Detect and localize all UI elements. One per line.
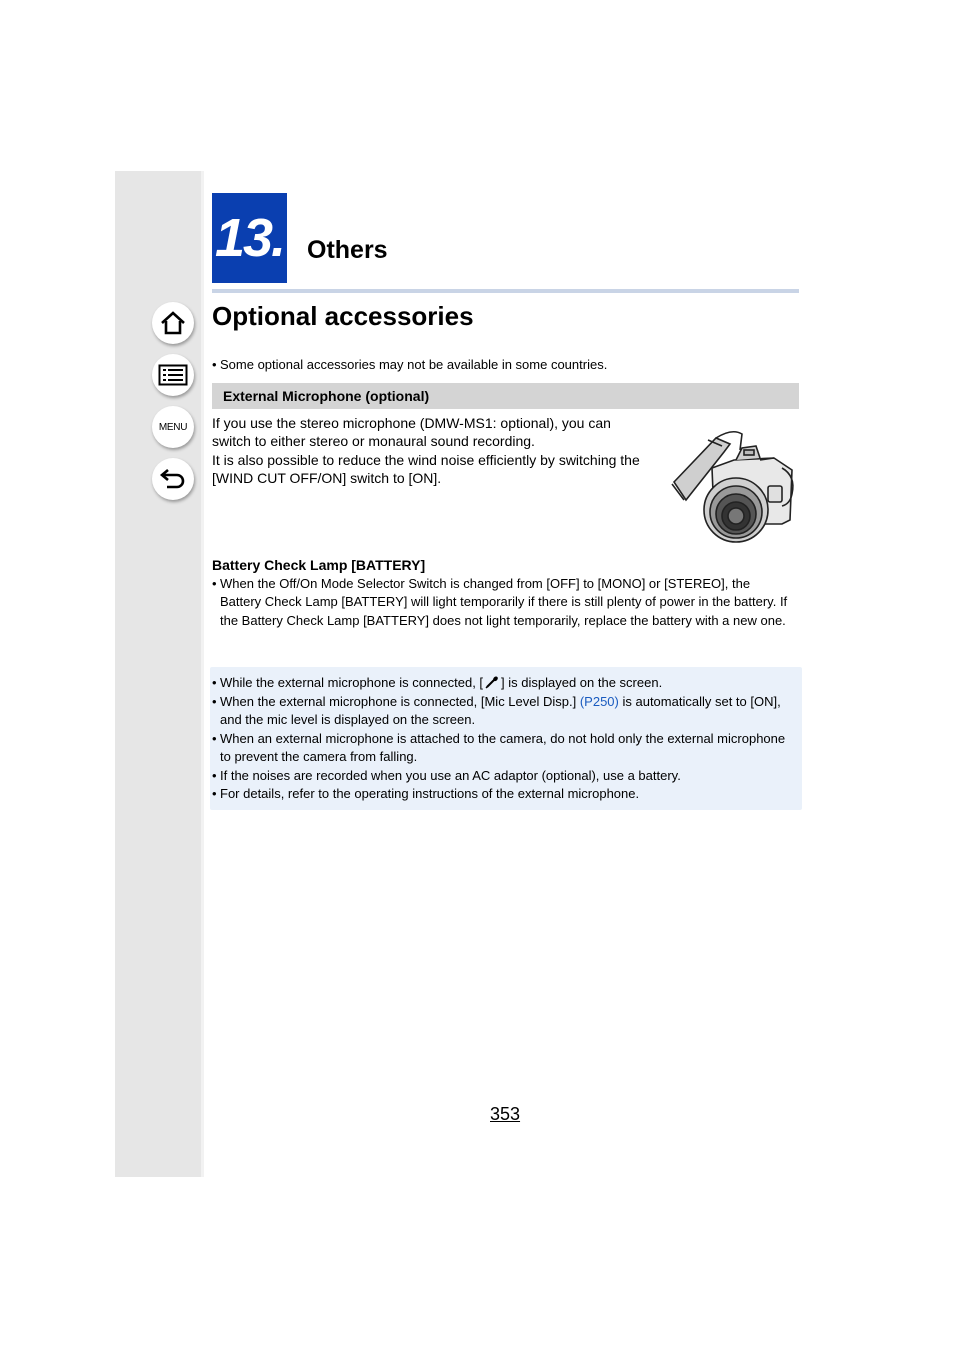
camera-with-microphone-illustration xyxy=(664,420,798,546)
battery-lamp-heading: Battery Check Lamp [BATTERY] xyxy=(212,557,426,573)
page-number: 353 xyxy=(490,1104,521,1124)
notes-list xyxy=(212,674,792,804)
back-icon xyxy=(159,466,187,492)
back-button[interactable] xyxy=(152,458,194,500)
home-button[interactable] xyxy=(152,302,194,344)
menu-label: MENU xyxy=(158,421,188,433)
chapter-divider xyxy=(212,289,799,293)
list-item: • If the noises are recorded when you use an AC adaptor (optional), use a battery. xyxy=(212,767,681,783)
microphone-section-header xyxy=(212,383,799,409)
page-link-p250[interactable]: (P250) xyxy=(579,693,619,709)
list-item: • For details, refer to the operating instructions of the external microphone. xyxy=(212,786,640,801)
intro-paragraph: It is also possible to reduce the wind noise efficiently by switching the [WIND CUT OFF/ON] switch to [ON]. xyxy=(212,451,640,486)
microphone-icon xyxy=(485,676,499,689)
list-item: • When the external microphone is connected, [Mic Level Disp.] (P250) is automatically set to [ON], and the mic level is displayed on the screen. xyxy=(212,693,781,727)
menu-button[interactable] xyxy=(152,406,194,448)
list-icon xyxy=(158,364,188,386)
list-item: • When an external microphone is attached to the camera, do not hold only the external microphone to prevent the camera from falling. xyxy=(212,730,786,764)
list-item: • While the external microphone is connected, [ ] is displayed on the screen. xyxy=(212,675,663,690)
availability-note: • Some optional accessories may not be available in some countries. xyxy=(212,357,608,372)
microphone-intro xyxy=(212,414,652,487)
intro-paragraph: If you use the stereo microphone (DMW-MS1: optional), you can switch to either stereo or monaural sound recording. xyxy=(212,415,611,450)
home-icon xyxy=(159,310,187,336)
microphone-section-title: External Microphone (optional) xyxy=(223,388,430,404)
chapter-title: Others xyxy=(307,236,388,264)
contents-button[interactable] xyxy=(152,354,194,396)
chapter-number: 13. xyxy=(212,193,287,283)
page-title: Optional accessories xyxy=(212,301,474,331)
battery-lamp-text: • When the Off/On Mode Selector Switch is changed from [OFF] to [MONO] or [STEREO], the Battery Check Lamp [BATTERY] will light temporarily if there is still plenty of power in the battery. If the Battery Check Lamp [BATTERY] does not light temporarily, replace the battery with a new one. xyxy=(212,576,788,628)
